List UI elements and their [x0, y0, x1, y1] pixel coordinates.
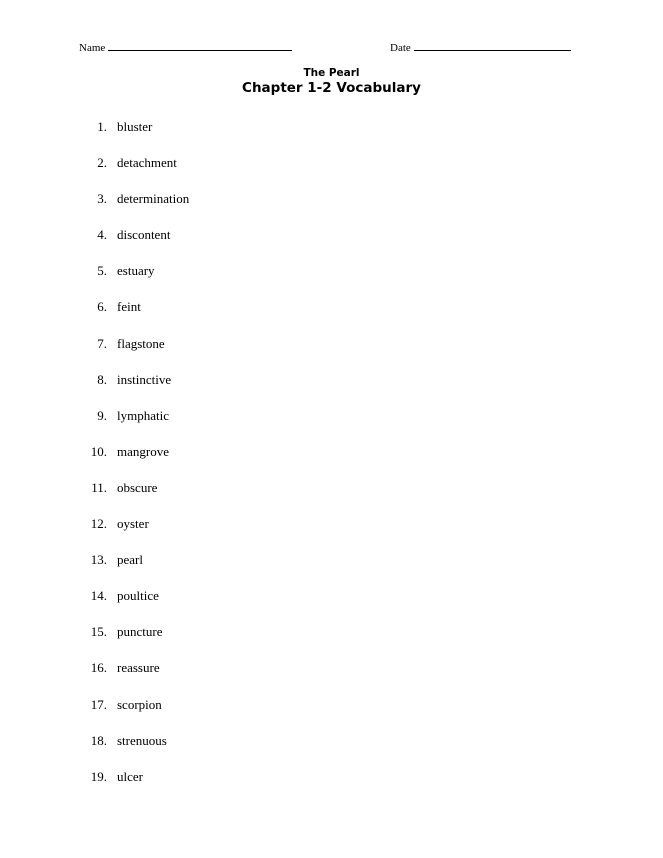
- vocab-word: oyster: [117, 516, 149, 532]
- vocab-word: determination: [117, 191, 190, 207]
- name-label: Name: [79, 42, 106, 54]
- vocab-number: 12.: [90, 516, 107, 532]
- vocab-number: 7.: [97, 335, 107, 351]
- vocab-word: lymphatic: [117, 407, 169, 423]
- vocab-number: 4.: [97, 227, 107, 243]
- vocab-word: scorpion: [117, 696, 162, 712]
- vocab-word: instinctive: [117, 371, 172, 387]
- vocab-number: 11.: [91, 479, 107, 495]
- vocab-word: mangrove: [117, 443, 169, 459]
- vocab-number: 18.: [90, 732, 107, 748]
- date-field: [390, 40, 571, 55]
- vocab-word: poultice: [117, 588, 159, 604]
- vocab-number: 13.: [90, 552, 107, 568]
- vocab-word: bluster: [117, 119, 153, 134]
- vocab-number: 2.: [97, 155, 107, 171]
- chapter-title: Chapter 1-2 Vocabulary: [242, 80, 421, 96]
- name-blank-line[interactable]: [108, 40, 292, 51]
- vocab-word: discontent: [117, 227, 171, 243]
- vocab-number: 1.: [97, 119, 107, 134]
- vocab-word: detachment: [117, 155, 177, 171]
- vocab-word: flagstone: [117, 335, 165, 351]
- vocab-word: estuary: [117, 263, 155, 279]
- vocab-number: 17.: [90, 696, 107, 712]
- vocab-word: pearl: [117, 552, 143, 568]
- vocab-number: 15.: [90, 624, 107, 640]
- date-blank-line[interactable]: [414, 40, 571, 51]
- vocab-number: 16.: [90, 660, 107, 676]
- vocab-number: 10.: [90, 443, 107, 459]
- vocab-word: strenuous: [117, 732, 167, 748]
- title-block: [0, 66, 663, 97]
- vocab-number: 3.: [97, 191, 107, 207]
- vocab-word: reassure: [117, 660, 160, 676]
- vocab-number: 19.: [90, 768, 107, 784]
- vocab-number: 8.: [97, 371, 107, 387]
- vocab-number: 5.: [97, 263, 107, 279]
- date-label: Date: [390, 42, 411, 54]
- book-title: The Pearl: [303, 67, 360, 79]
- vocab-number: 9.: [97, 407, 107, 423]
- vocab-word: feint: [117, 299, 141, 315]
- vocab-word: obscure: [117, 479, 158, 495]
- vocab-number: 14.: [90, 588, 107, 604]
- vocab-word: ulcer: [117, 768, 143, 784]
- vocab-number: 6.: [97, 299, 107, 315]
- vocab-word: puncture: [117, 624, 163, 640]
- name-field: [79, 40, 292, 55]
